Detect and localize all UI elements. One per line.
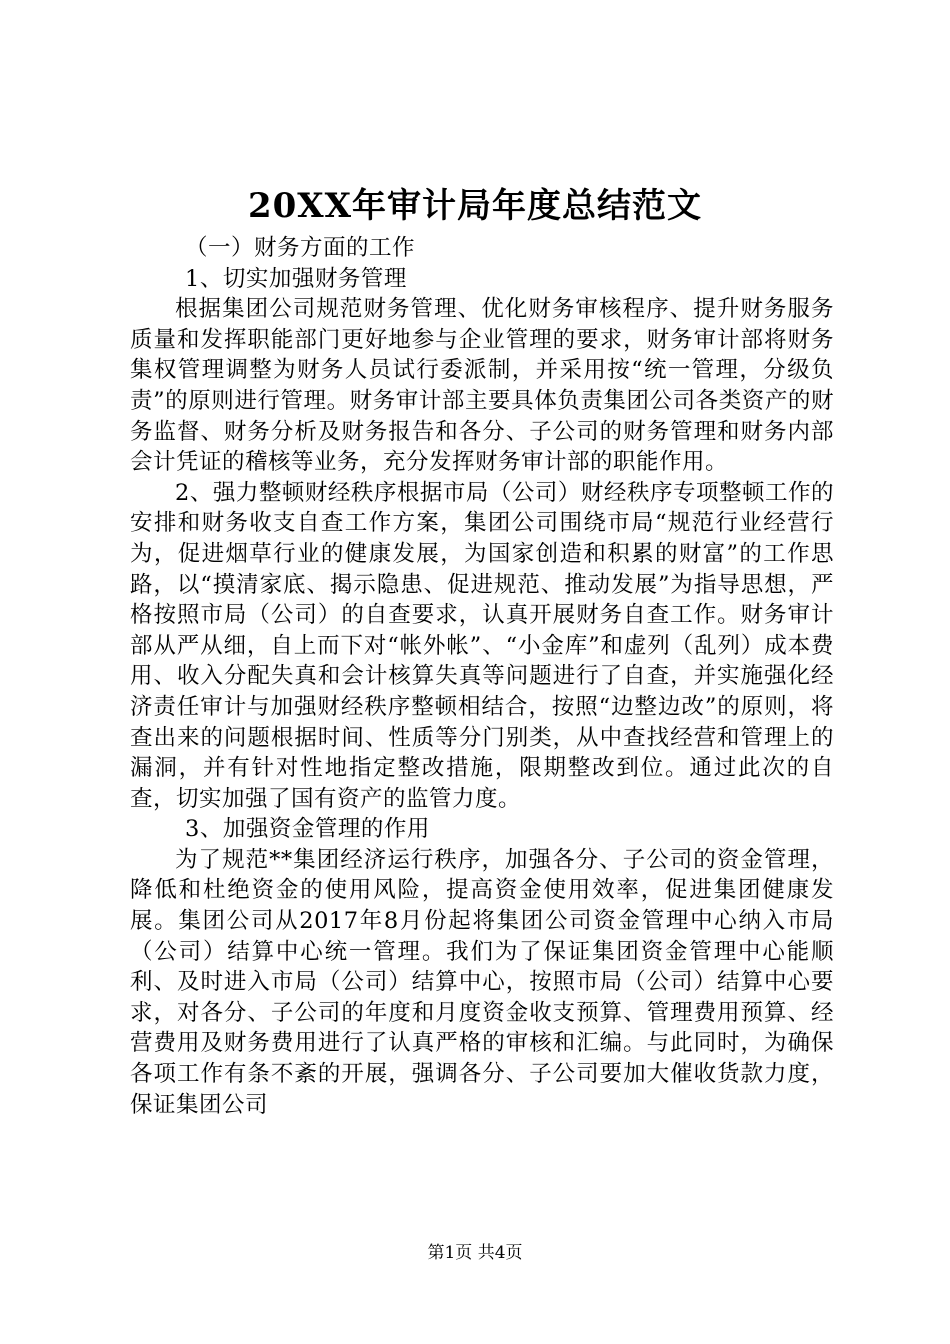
document-body [130,233,834,1120]
page-footer: 第1页 共4页 [427,1243,523,1263]
subsection-heading: 3、加强资金管理的作用 [185,816,430,843]
body-paragraph: 为了规范**集团经济运行秩序，加强各分、子公司的资金管理，降低和杜绝资金的使用风险，提高资金使用效率，促进集团健康发展。集团公司从2017年8月份起将集团公司资金管理中心纳入市局（公司）结算中心统一管理。我们为了保证集团资金管理中心能顺利、及时进入市局（公司）结算中心，按照市局（公司）结算中心要求，对各分、子公司的年度和月度资金收支预算、管理费用预算、经营费用及财务费用进行了认真严格的审核和汇编。与此同时，为确保各项工作有条不紊的开展，强调各分、子公司要加大催收货款力度，保证集团公司 [130,846,834,1118]
body-paragraph: 根据集团公司规范财务管理、优化财务审核程序、提升财务服务质量和发挥职能部门更好地参与企业管理的要求，财务审计部将财务集权管理调整为财务人员试行委派制，并采用按“统一管理，分级负责”的原则进行管理。财务审计部主要具体负责集团公司各类资产的财务监督、财务分析及财务报告和各分、子公司的财务管理和财务内部会计凭证的稽核等业务，充分发挥财务审计部的职能作用。 [130,296,834,476]
document-title: 20XX年审计局年度总结范文 [247,186,703,226]
subsection-heading: 1、切实加强财务管理 [185,265,407,292]
body-paragraph: 2、强力整顿财经秩序根据市局（公司）财经秩序专项整顿工作的安排和财务收支自查工作方案，集团公司围绕市局“规范行业经营行为，促进烟草行业的健康发展，为国家创造和积累的财富”的工作思路，以“摸清家底、揭示隐患、促进规范、推动发展”为指导思想，严格按照市局（公司）的自查要求，认真开展财务自查工作。财务审计部从严从细，自上而下对“帐外帐”、“小金库”和虚列（乱列）成本费用、收入分配失真和会计核算失真等问题进行了自查，并实施强化经济责任审计与加强财经秩序整顿相结合，按照“边整边改”的原则，将查出来的问题根据时间、性质等分门别类，从中查找经营和管理上的漏洞，并有针对性地指定整改措施，限期整改到位。通过此次的自查，切实加强了国有资产的监管力度。 [130,479,834,812]
section-heading: （一）财务方面的工作 [185,235,416,261]
